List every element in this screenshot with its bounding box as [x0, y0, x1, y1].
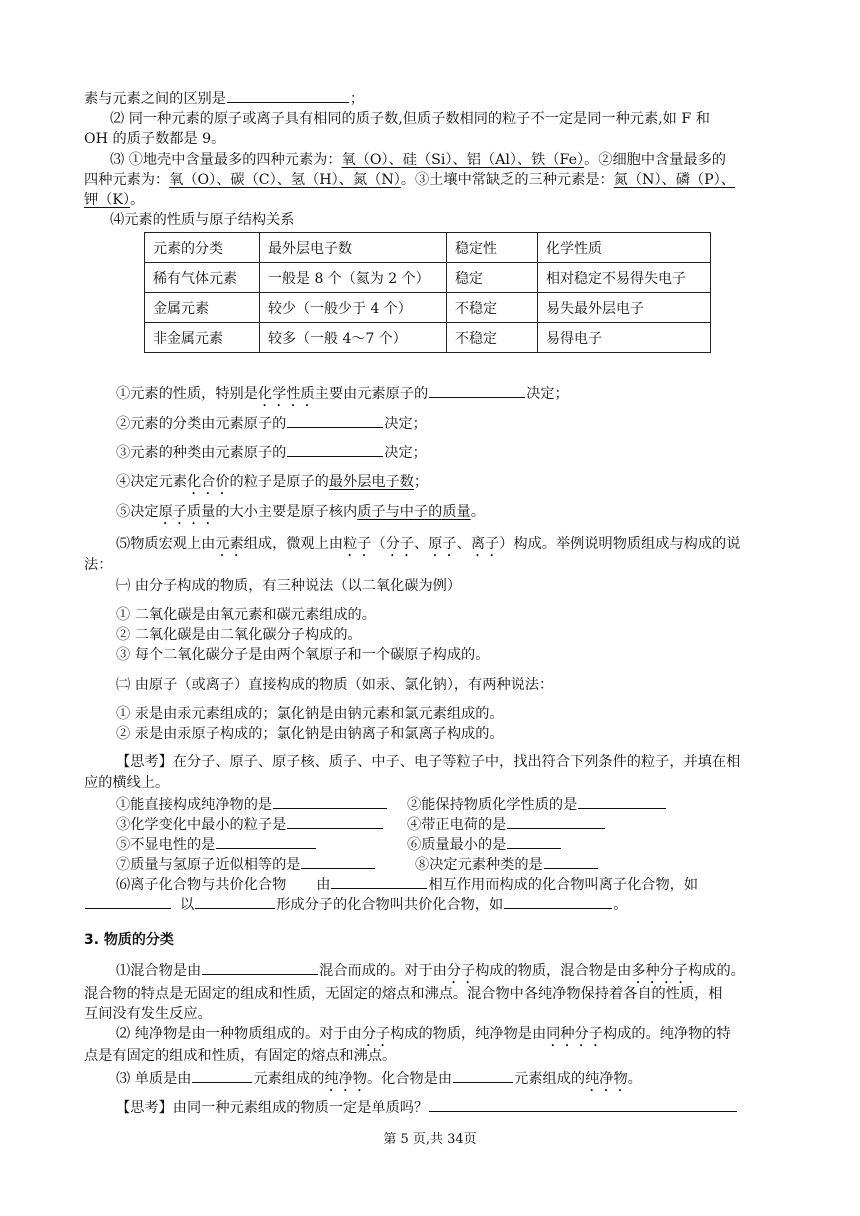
answer-blank[interactable] [507, 814, 605, 829]
table-row [145, 233, 711, 263]
answer-blank[interactable] [227, 88, 349, 103]
text-span: 。 [627, 1071, 642, 1087]
answer-blank[interactable] [216, 834, 316, 849]
text-span: ⑶ 单质是由 [116, 1071, 192, 1087]
text-line: 【思考】在分子、原子、原子核、质子、中子、电子等粒子中，找出符合下列条件的粒子，并填在相 [116, 754, 741, 770]
text-span: 。②细胞中含量最多的 [584, 152, 726, 168]
text-span: ⑹离子化合物与共价化合物 [116, 877, 287, 893]
table-row [145, 323, 711, 353]
text-span: 。 [613, 897, 628, 913]
answer-blank[interactable] [301, 854, 375, 869]
text-line [116, 834, 317, 855]
table-cell: 非金属元素 [145, 323, 260, 353]
text-span: ⑤不显电性的是 [116, 837, 216, 853]
text-span: 构成的物质，混合物是由 [475, 963, 632, 979]
text-span: 【思考】由同一种元素组成的物质一定是单质吗？ [116, 1100, 429, 1116]
text-line [116, 874, 698, 895]
emphasis-text: 分子 [361, 1026, 391, 1042]
table-cell: 稀有气体元素 [145, 263, 260, 293]
text-line [110, 150, 726, 170]
table-cell: 不稳定 [447, 323, 538, 353]
text-span: 、 [456, 536, 471, 552]
text-span: 形成分子的化合物叫共价化合物，如 [276, 897, 504, 913]
emphasis-text: 多种分子 [631, 963, 689, 979]
text-span: ⑦质量与氢原子近似相等的是 [116, 857, 301, 873]
text-line: ② 汞是由汞原子构成的；氯化钠是由钠离子和氯离子构成的。 [116, 726, 504, 742]
text-span: 构成的。 [688, 963, 745, 979]
text-span: ⑧决定元素种类的是 [415, 857, 543, 873]
underlined-answer: 氧（O）、硅（Si）、铝（Al）、铁（Fe） [341, 152, 585, 168]
emphasis-text: 化合价 [186, 474, 230, 490]
text-span: 相互作用而构成的化合物叫离子化合物，如 [428, 877, 699, 893]
text-line: ㈡ 由原子（或离子）直接构成的物质（如汞、氯化钠），有两种说法： [116, 677, 554, 693]
text-line [415, 854, 599, 875]
answer-blank[interactable] [287, 413, 383, 428]
answer-blank[interactable] [202, 960, 318, 975]
text-span: 元素组成的 [253, 1071, 325, 1087]
table-cell: 元素的分类 [145, 233, 260, 263]
text-span: 由 [316, 877, 331, 893]
answer-blank[interactable] [429, 383, 525, 398]
text-span: 以 [180, 897, 195, 913]
answer-blank[interactable] [85, 894, 171, 909]
text-line [407, 834, 562, 855]
text-line [116, 472, 428, 498]
text-span: 素与元素之间的区别是 [84, 91, 226, 107]
table-cell: 相对稳定不易得失电子 [538, 263, 711, 293]
text-span: ⑤决定 [116, 504, 159, 520]
table-cell: 较少（一般少于 4 个） [260, 293, 447, 323]
answer-blank[interactable] [578, 794, 666, 809]
answer-blank[interactable] [544, 854, 598, 869]
emphasis-text: 原子 [428, 536, 457, 552]
underlined-answer: 氧（O）、碳（C）、氢（H）、氮（N） [169, 172, 401, 188]
text-span: 构成的。纯净物的特 [602, 1026, 731, 1042]
text-line [84, 88, 364, 109]
text-span: 构成的物质，纯净物是由 [390, 1026, 547, 1042]
text-line [116, 854, 376, 875]
table-cell: 易失最外层电子 [538, 293, 711, 323]
table-cell: 较多（一般 4～7 个） [260, 323, 447, 353]
emphasis-text: 分子 [385, 536, 415, 552]
table-cell: 一般是 8 个（氦为 2 个） [260, 263, 447, 293]
text-line: ㈠ 由分子构成的物质，有三种说法（以二氧化碳为例） [116, 578, 462, 594]
text-span: ； [414, 474, 429, 490]
text-line [116, 442, 427, 463]
element-properties-table [144, 232, 711, 353]
text-span: ⑶ ①地壳中含量最多的四种元素为： [110, 152, 342, 168]
text-span: 四种元素为： [84, 172, 170, 188]
section-heading: 3. 物质的分类 [84, 932, 174, 948]
text-span: ⑵ 纯净物是由一种物质组成的。对于由 [116, 1026, 362, 1042]
underlined-answer: 氮（N）、磷（P）、 [613, 172, 735, 188]
text-span: 决定； [384, 445, 427, 461]
emphasis-text: 原子质量 [158, 504, 216, 520]
emphasis-text: 元素 [215, 536, 244, 552]
emphasis-text: 纯净物 [324, 1071, 367, 1087]
text-line [84, 190, 144, 210]
table-row [145, 263, 711, 293]
text-span: 。③土壤中常缺乏的三种元素是： [400, 172, 614, 188]
table-cell: 稳定 [447, 263, 538, 293]
emphasis-text: 化学性质 [257, 386, 315, 402]
text-line [116, 1068, 642, 1095]
underlined-answer: 最外层电子数 [328, 474, 414, 490]
table-cell: 最外层电子数 [260, 233, 447, 263]
text-line [116, 814, 384, 835]
answer-blank[interactable] [429, 1097, 737, 1112]
text-line: 互间没有发生反应。 [84, 1006, 212, 1022]
answer-blank[interactable] [287, 814, 383, 829]
text-line: ① 汞是由汞元素组成的；氯化钠是由钠元素和氯元素组成的。 [116, 706, 504, 722]
text-span: ④带正电荷的是 [407, 817, 507, 833]
answer-blank[interactable] [273, 794, 387, 809]
text-line [116, 413, 427, 434]
text-line: 混合物的特点是无固定的组成和性质，无固定的熔点和沸点。混合物中各纯净物保持着各自的性质，相 [84, 986, 723, 1002]
text-line: ② 二氧化碳是由二氧化碳分子构成的。 [116, 627, 362, 643]
answer-blank[interactable] [504, 894, 612, 909]
answer-blank[interactable] [453, 1068, 513, 1083]
text-line: 点是有固定的组成和性质，有固定的熔点和沸点。 [84, 1048, 397, 1064]
table-row [145, 293, 711, 323]
text-line: 法： [84, 557, 113, 573]
text-span: 主要由元素原子的 [314, 386, 429, 402]
text-span: 。化合物是由 [366, 1071, 453, 1087]
text-span: 组成，微观上由 [243, 536, 344, 552]
text-span: 决定； [526, 386, 569, 402]
text-line [407, 814, 606, 835]
text-span: 的大小主要是原子核内 [215, 504, 358, 520]
answer-blank[interactable] [192, 1068, 252, 1083]
text-span: ③化学变化中最小的粒子是 [116, 817, 287, 833]
emphasis-text: 粒子 [343, 536, 372, 552]
text-span: 混合而成的。对于由 [319, 963, 447, 979]
underlined-answer: 钾（K） [84, 192, 131, 208]
table-cell: 不稳定 [447, 293, 538, 323]
text-span: ②元素的分类由元素原子的 [116, 416, 287, 432]
text-span: ）构成。举例说明物质组成与构成的说 [499, 536, 741, 552]
text-span: ⑴混合物是由 [116, 963, 202, 979]
table-cell: 稳定性 [447, 233, 538, 263]
page-footer: 第 5 页,共 34页 [383, 1132, 477, 1147]
underlined-answer: 质子与中子的质量 [357, 504, 471, 520]
text-line [116, 960, 745, 987]
table-cell: 易得电子 [538, 323, 711, 353]
text-span: ①能直接构成纯净物的是 [116, 797, 273, 813]
table-cell: 化学性质 [538, 233, 711, 263]
emphasis-text: 离子 [470, 536, 500, 552]
text-span: 决定； [384, 416, 427, 432]
text-line [116, 383, 569, 410]
text-span: ④决定元素 [116, 474, 187, 490]
text-line: ⑷元素的性质与原子结构关系 [110, 212, 295, 228]
text-line: OH 的质子数都是 9。 [84, 131, 226, 147]
emphasis-text: 分子 [446, 963, 476, 979]
answer-blank[interactable] [195, 894, 275, 909]
text-span: ⑸物质宏观上由 [116, 536, 216, 552]
emphasis-text: 同种分子 [546, 1026, 603, 1042]
text-span: 的粒子是原子的 [229, 474, 329, 490]
text-line [116, 1097, 738, 1118]
text-line [116, 794, 388, 815]
text-span: 。 [470, 504, 485, 520]
text-span: ⑥质量最小的是 [407, 837, 507, 853]
text-line [116, 502, 485, 528]
text-span: ①元素的性质，特别是 [116, 386, 258, 402]
text-line [84, 894, 627, 915]
text-span: ； [349, 91, 365, 107]
answer-blank[interactable] [287, 442, 383, 457]
answer-blank[interactable] [507, 834, 561, 849]
text-line: ③ 每个二氧化碳分子是由两个氧原子和一个碳原子构成的。 [116, 647, 490, 663]
text-span: ②能保持物质化学性质的是 [407, 797, 578, 813]
text-line: ⑵ 同一种元素的原子或离子具有相同的质子数,但质子数相同的粒子不一定是同一种元素,如 F 和 [110, 111, 710, 127]
text-span: 、 [414, 536, 429, 552]
answer-blank[interactable] [331, 874, 427, 889]
text-line [116, 534, 740, 560]
text-span: 。 [130, 192, 145, 208]
text-line: 应的横线上。 [84, 775, 170, 791]
text-line [407, 794, 667, 815]
emphasis-text: 纯净物 [585, 1071, 628, 1087]
text-span: ③元素的种类由元素原子的 [116, 445, 287, 461]
text-span: 元素组成的 [514, 1071, 586, 1087]
table-cell: 金属元素 [145, 293, 260, 323]
text-span: （ [371, 536, 386, 552]
text-line: ① 二氧化碳是由氧元素和碳元素组成的。 [116, 607, 376, 623]
text-line [84, 170, 735, 190]
